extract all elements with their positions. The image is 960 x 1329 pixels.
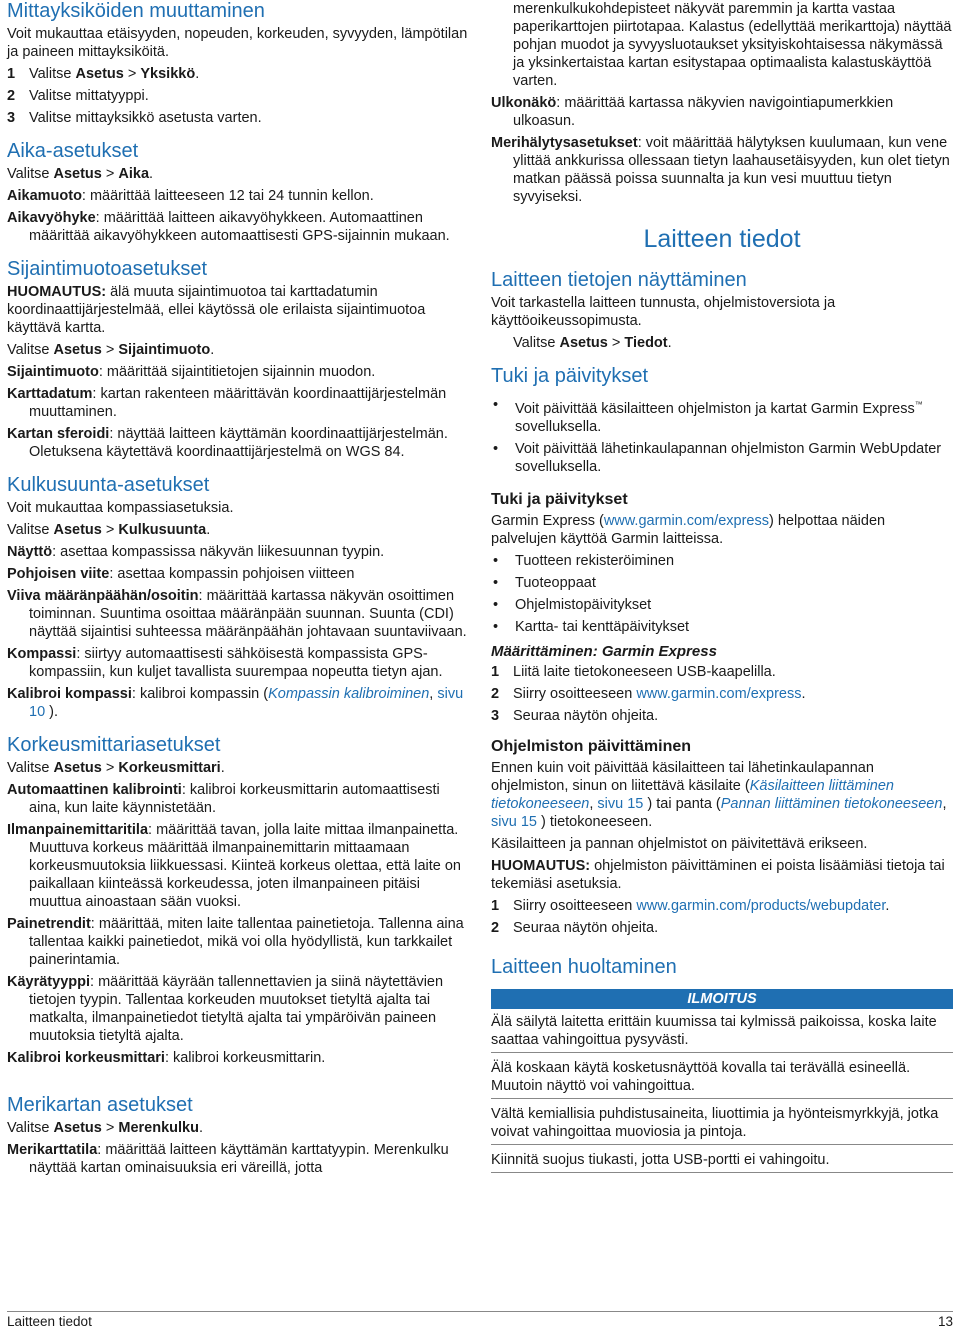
marine-def-appearance: Ulkonäkö: määrittää kartassa näkyvien navigointiapumerkkien ulkoasun. — [491, 95, 894, 129]
link-connect-collar[interactable]: Pannan liittäminen tietokoneeseen — [720, 795, 943, 812]
section-title-time: Aika-asetukset — [7, 140, 139, 162]
altimeter-def-plot: Käyrätyyppi: määrittää käyrään tallennettavien ja siinä näytettävien tietojen tyypin. Tallentaa korkeuden muutokset tietyltä ajalta tai matkalta, ilmanpainetiedot tietyltä ajalta tai ympäröivän paineen muutoksia tietyltä ajalta. — [7, 974, 444, 1044]
section-title-support: Tuki ja päivitykset — [491, 365, 649, 387]
altimeter-def-mode: Ilmanpainemittaritila: määrittää tavan, jolla laite mittaa ilmanpainetta. Muuttuva korkeus määrittää ilmanpainemittarin mittaamaan korkeusmuutoksia liikkuessasi. Kiinteä korkeus olettaa, että laite on paikallaan kiinteässä korkeudessa, joten ilmanpaineen pitäisi muuttua ainoastaan sään vuoksi. — [7, 822, 461, 910]
altimeter-select: Valitse Asetus > Korkeusmittari. — [7, 760, 225, 776]
section-title-marine: Merikartan asetukset — [7, 1094, 193, 1116]
express-step-3: 3 Seuraa näytön ohjeita. — [491, 707, 659, 724]
marine-def-mode: Merikarttatila: määrittää laitteen käyttämän karttatyypin. Merenkulku näyttää kartan ominaisuuksia eri väreillä, jotta — [7, 1142, 449, 1176]
time-def-format: Aikamuoto: määrittää laitteeseen 12 tai 24 tunnin kellon. — [7, 188, 374, 204]
units-intro: Voit mukauttaa etäisyyden, nopeuden, korkeuden, syvyyden, lämpötilan ja paineen mittayksiköitä. — [7, 26, 468, 60]
footer-page-number: 13 — [937, 1314, 953, 1329]
link-garmin-express[interactable]: www.garmin.com/express — [603, 512, 769, 529]
section-title-express: Määrittäminen: Garmin Express — [491, 642, 717, 660]
position-select: Valitse Asetus > Sijaintimuoto. — [7, 342, 215, 358]
marine-select: Valitse Asetus > Merenkulku. — [7, 1120, 203, 1136]
footer-chapter: Laitteen tiedot — [7, 1314, 92, 1329]
heading-def-north: Pohjoisen viite: asettaa kompassin pohjoisen viitteen — [7, 566, 355, 582]
position-notice: HUOMAUTUS: älä muuta sijaintimuotoa tai karttadatumin koordinaattijärjestelmää, ellei käytössä ole erilaista sijaintimuotoa käyttävä kartta. — [7, 284, 426, 336]
support-bullet-2: • Voit päivittää lähetinkaulapannan ohjelmiston Garmin WebUpdater sovelluksella. — [493, 440, 942, 475]
section-title-software: Ohjelmiston päivittäminen — [491, 737, 692, 755]
care-item-1: Älä säilytä laitetta erittäin kuumissa tai kylmissä paikoissa, koska laite saattaa vahingoittua pysyvästi. — [491, 1011, 953, 1053]
heading-def-compass: Kompassi: siirtyy automaattisesti sähköisestä kompassista GPS-kompassiin, kun kuljet tavallista suurempaa nopeutta tietyn ajan. — [7, 646, 443, 680]
link-garmin-express-2[interactable]: www.garmin.com/express — [636, 685, 802, 702]
altimeter-def-trends: Painetrendit: määrittää, miten laite tallentaa painetietoja. Tallenna aina tallentaa kaikki painetiedot, mikä voi olla hyödyllistä, kun tarkkailet painerintamia. — [7, 916, 464, 968]
heading-def-line: Viiva määränpäähän/osoitin: määrittää kartassa näkyvän osoittimen toiminnan. Suuntima osoittaa määränpään suunnan. Suunta (CDI) näyttää sijaintisi suhteessa määränpäähän johtavaan suuntaviivaan. — [7, 588, 467, 640]
care-item-3: Vältä kemiallisia puhdistusaineita, liuottimia ja hyönteismyrkkyjä, jotka voivat vahingoittaa muoviosia ja pintoja. — [491, 1103, 953, 1145]
section-title-heading: Kulkusuunta-asetukset — [7, 474, 210, 496]
care-item-4: Kiinnitä suojus tiukasti, jotta USB-portti ei vahingoitu. — [491, 1149, 953, 1173]
link-compass-calibration[interactable]: Kompassin kalibroiminen — [268, 686, 430, 702]
support2-bullet-2: • Tuoteoppaat — [493, 574, 596, 591]
right-column — [491, 0, 953, 1177]
position-def-datum: Karttadatum: kartan rakenteen määrittävän koordinaattijärjestelmän muuttaminen. — [7, 386, 447, 420]
link-connect-handheld[interactable]: Käsilaitteen liittäminen tietokoneeseen — [491, 777, 894, 812]
express-step-2: 2 Siirry osoitteeseen www.garmin.com/express. — [491, 685, 806, 702]
section-title-position: Sijaintimuotoasetukset — [7, 258, 208, 280]
chapter-title: Laitteen tiedot — [643, 225, 801, 253]
section-title-support-2: Tuki ja päivitykset — [491, 490, 628, 508]
units-step-3: 3 Valitse mittayksikkö asetusta varten. — [7, 110, 262, 126]
link-page-15b[interactable]: sivu 15 — [491, 813, 537, 830]
software-step-1: 1 Siirry osoitteeseen www.garmin.com/products/webupdater. — [491, 897, 890, 914]
heading-def-display: Näyttö: asettaa kompassissa näkyvän liikesuunnan tyypin. — [7, 544, 385, 560]
units-step-1: 1 Valitse Asetus > Yksikkö. — [7, 66, 200, 82]
left-column — [7, 0, 469, 1181]
support2-intro: Garmin Express (www.garmin.com/express) helpottaa näiden palvelujen käyttöä Garmin laitteissa. — [491, 512, 886, 547]
link-webupdater[interactable]: www.garmin.com/products/webupdater — [636, 897, 886, 914]
support2-bullet-1: • Tuotteen rekisteröiminen — [493, 552, 675, 569]
heading-def-calibrate: Kalibroi kompassi: kalibroi kompassin (Kompassin kalibroiminen, sivu 10 ). — [7, 686, 464, 720]
marine-def-alarms: Merihälytysasetukset: voit määrittää hälytyksen kuulumaan, kun vene ylittää ankkurissa ollessaan tietyn laahausetäisyyden, kun olet tietyn matkan päässä poissa suunnalta ja kun vesi muuttuu tietyn syvyiseksi. — [491, 135, 950, 205]
footer-divider — [7, 1311, 953, 1312]
position-def-format: Sijaintimuoto: määrittää sijaintitietojen sijainnin muodon. — [7, 364, 376, 380]
position-def-spheroid: Kartan sferoidi: näyttää laitteen käyttämän koordinaattijärjestelmän. Oletuksena käytettävä koordinaattijärjestelmä on WGS 84. — [7, 426, 448, 460]
heading-intro: Voit mukauttaa kompassiasetuksia. — [7, 500, 234, 516]
support-bullet-1: • Voit päivittää käsilaitteen ohjelmiston ja kartat Garmin Express™ sovelluksella. — [493, 397, 923, 435]
marine-continued: merenkulkukohdepisteet näkyvät paremmin ja kartta vastaa paperikarttojen piirtotapaa. Kalastus (edellyttää merikarttoja) näyttää pohjan muodot ja syvyysluotaukset yksityiskohtaisessa näkymässä ja yksinkertaistaa kartan esitystapaa optimaalista kalastuskäyttöä varten. — [513, 1, 952, 89]
express-step-1: 1 Liitä laite tietokoneeseen USB-kaapelilla. — [491, 663, 776, 680]
link-page-10[interactable]: sivu 10 — [29, 686, 464, 720]
section-title-altimeter: Korkeusmittariasetukset — [7, 734, 221, 756]
units-step-2: 2 Valitse mittatyyppi. — [7, 88, 149, 104]
info-select: Valitse Asetus > Tiedot. — [513, 335, 672, 351]
support2-bullet-4: • Kartta- tai kenttäpäivitykset — [493, 618, 690, 635]
section-title-device-info: Laitteen tietojen näyttäminen — [491, 269, 747, 291]
software-p1: Ennen kuin voit päivittää käsilaitteen tai lähetinkaulapannan ohjelmiston, sinun on liitettävä käsilaite (Käsilaitteen liittäminen tietokoneeseen, sivu 15 ) tai panta (Pannan liittäminen tietokoneeseen, sivu 15 ) tietokoneeseen. — [491, 759, 947, 830]
care-item-2: Älä koskaan käytä kosketusnäyttöä kovalla tai terävällä esineellä. Muutoin näyttö voi vahingoittua. — [491, 1057, 953, 1099]
info-intro: Voit tarkastella laitteen tunnusta, ohjelmistoversiota ja käyttöoikeussopimusta. — [491, 295, 836, 329]
altimeter-def-auto: Automaattinen kalibrointi: kalibroi korkeusmittarin automaattisesti aina, kun laite käynnistetään. — [7, 782, 440, 816]
link-page-15a[interactable]: sivu 15 — [597, 795, 644, 812]
section-title-care: Laitteen huoltaminen — [491, 955, 677, 978]
software-step-2: 2 Seuraa näytön ohjeita. — [491, 919, 659, 936]
heading-select: Valitse Asetus > Kulkusuunta. — [7, 522, 211, 538]
time-def-zone: Aikavyöhyke: määrittää laitteen aikavyöhykkeen. Automaattinen määrittää aikavyöhykkeen automaattisesti GPS-sijainnin mukaan. — [7, 210, 450, 244]
support2-bullet-3: • Ohjelmistopäivitykset — [493, 596, 652, 613]
notice-banner: ILMOITUS — [491, 989, 953, 1009]
altimeter-def-calibrate: Kalibroi korkeusmittari: kalibroi korkeusmittarin. — [7, 1050, 326, 1066]
software-notice: HUOMAUTUS: ohjelmiston päivittäminen ei poista lisäämiäsi tietoja tai tekemiäsi asetuksia. — [491, 857, 945, 892]
software-p2: Käsilaitteen ja pannan ohjelmistot on päivitettävä erikseen. — [491, 835, 868, 852]
time-select: Valitse Asetus > Aika. — [7, 166, 154, 182]
section-title-units: Mittayksiköiden muuttaminen — [7, 0, 265, 22]
